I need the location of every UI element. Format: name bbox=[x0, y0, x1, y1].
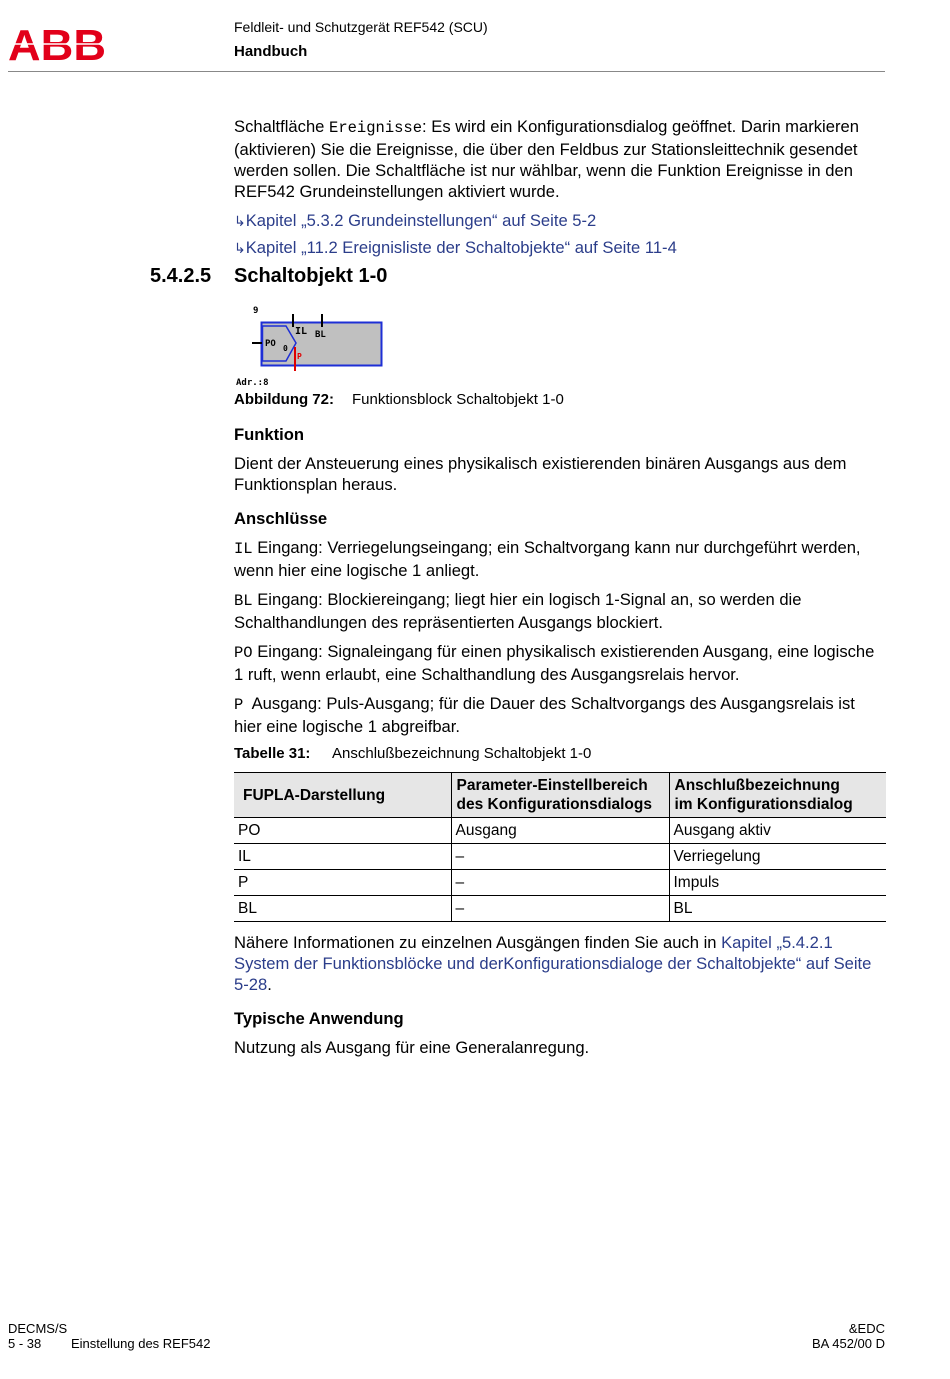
anschluss-p: P Ausgang: Puls-Ausgang; für die Dauer des Schaltvorgangs des Ausgangsrelais ist hier eine logische 1 abgreifbar. bbox=[234, 694, 860, 736]
table-row bbox=[234, 818, 886, 844]
page-number: 5 - 38 bbox=[8, 1336, 42, 1351]
table-cell: Ausgang aktiv bbox=[669, 818, 886, 844]
label-bl: BL bbox=[315, 330, 326, 340]
label-p: P bbox=[297, 352, 302, 361]
figure-caption: Abbildung 72: Funktionsblock Schaltobjekt 1-0 bbox=[234, 391, 564, 408]
table-cell: – bbox=[451, 870, 669, 896]
label-il: IL bbox=[295, 326, 308, 337]
table-cell: P bbox=[234, 870, 451, 896]
xref-link-ereignisliste[interactable]: ↳Kapitel „11.2 Ereignisliste der Schaltobjekte“ auf Seite 11-4 bbox=[234, 238, 677, 257]
anschluss-bl: BL Eingang: Blockiereingang; liegt hier ein logisch 1-Signal an, so werden die Schalthandlungen des repräsentierten Ausgangs blockiert. bbox=[234, 590, 802, 632]
document-subtitle: Feldleit- und Schutzgerät REF542 (SCU) bbox=[234, 19, 488, 35]
table-cell: – bbox=[451, 896, 669, 922]
table-cell: BL bbox=[234, 896, 451, 922]
anwendung-text: Nutzung als Ausgang für eine Generalanregung. bbox=[234, 1038, 590, 1057]
table-cell: PO bbox=[234, 818, 451, 844]
section-heading bbox=[150, 265, 387, 288]
footer-dept: DECMS/S bbox=[8, 1321, 68, 1336]
anschluss-il: IL Eingang: Verriegelungseingang; ein Schaltvorgang kann nur durchgeführt werden, wenn hier eine logische 1 anliegt. bbox=[234, 538, 861, 580]
table-cell: BL bbox=[669, 896, 886, 922]
table-cell: IL bbox=[234, 844, 451, 870]
section-title: Schaltobjekt 1-0 bbox=[234, 265, 388, 287]
anschluss-po: PO Eingang: Signaleingang für einen physikalisch existierenden Ausgang, eine logische 1 ruft, wenn erlaubt, eine Schalthandlung des Ausgangsrelais hervor. bbox=[234, 642, 875, 684]
label-zero: 0 bbox=[283, 344, 288, 353]
header-divider bbox=[8, 71, 885, 72]
document-title: Handbuch bbox=[234, 43, 308, 60]
main-body bbox=[234, 425, 886, 1066]
heading-typische-anwendung: Typische Anwendung bbox=[234, 1009, 404, 1028]
table-row bbox=[234, 896, 886, 922]
footer-page-info bbox=[8, 1336, 210, 1351]
svg-text:ABB: ABB bbox=[8, 26, 106, 62]
table-header-cell: Anschlußbezeichnung im Konfigurationsdialog bbox=[669, 773, 886, 818]
function-block-diagram bbox=[234, 301, 394, 389]
abb-logo bbox=[8, 26, 106, 62]
table-header-row bbox=[234, 773, 886, 818]
table-cell: Verriegelung bbox=[669, 844, 886, 870]
table-row bbox=[234, 870, 886, 896]
intro-paragraph: Schaltfläche Ereignisse: Es wird ein Konfigurationsdialog geöffnet. Darin markieren (aktivieren) Sie die Ereignisse, die über den Feldbus zur Stationsleittechnik gesendet werden sollen. Die Schaltfläche ist nur wählbar, wenn die Funktion Ereignisse in den REF542 Grundeinstellungen aktiviert wurde. bbox=[234, 117, 859, 201]
table-caption: Tabelle 31: Anschlußbezeichnung Schaltobjekt 1-0 bbox=[234, 745, 592, 762]
table-header-cell: FUPLA-Darstellung bbox=[234, 773, 451, 818]
reference-arrow-icon: ↳ bbox=[234, 240, 246, 256]
section-number: 5.4.2.5 bbox=[150, 265, 212, 287]
table-header-cell: Parameter-Einstellbereich des Konfigurationsdialogs bbox=[451, 773, 669, 818]
table-cell: – bbox=[451, 844, 669, 870]
xref-link-grundeinstellungen[interactable]: ↳Kapitel „5.3.2 Grundeinstellungen“ auf Seite 5-2 bbox=[234, 211, 597, 230]
footer-edc: &EDC bbox=[848, 1321, 885, 1336]
xref-link-system-funktionsbloecke[interactable]: Kapitel „5.4.2.1 System der Funktionsblöcke und derKonfigurationsdialoge der Schaltobjekte“ auf Seite 5-28 bbox=[234, 933, 872, 994]
table-cell: Ausgang bbox=[451, 818, 669, 844]
table-cell: Impuls bbox=[669, 870, 886, 896]
code-ereignisse: Ereignisse bbox=[329, 119, 423, 137]
funktion-text: Dient der Ansteuerung eines physikalisch existierenden binären Ausgangs aus dem Funktionsplan heraus. bbox=[234, 454, 847, 494]
block-address: Adr.:8 bbox=[236, 378, 269, 388]
connection-table bbox=[234, 772, 886, 922]
more-info-paragraph: Nähere Informationen zu einzelnen Ausgängen finden Sie auch in Kapitel „5.4.2.1 System der Funktionsblöcke und derKonfigurationsdialoge der Schaltobjekte“ auf Seite 5-28. bbox=[234, 933, 872, 994]
label-po: PO bbox=[265, 339, 276, 349]
intro-block bbox=[234, 116, 886, 264]
table-row bbox=[234, 844, 886, 870]
heading-funktion: Funktion bbox=[234, 425, 305, 444]
block-top-label: 9 bbox=[253, 306, 259, 316]
heading-anschluesse: Anschlüsse bbox=[234, 509, 328, 528]
footer-chapter: Einstellung des REF542 bbox=[71, 1336, 211, 1351]
reference-arrow-icon: ↳ bbox=[234, 213, 246, 229]
footer-doc-number: BA 452/00 D bbox=[812, 1336, 885, 1351]
